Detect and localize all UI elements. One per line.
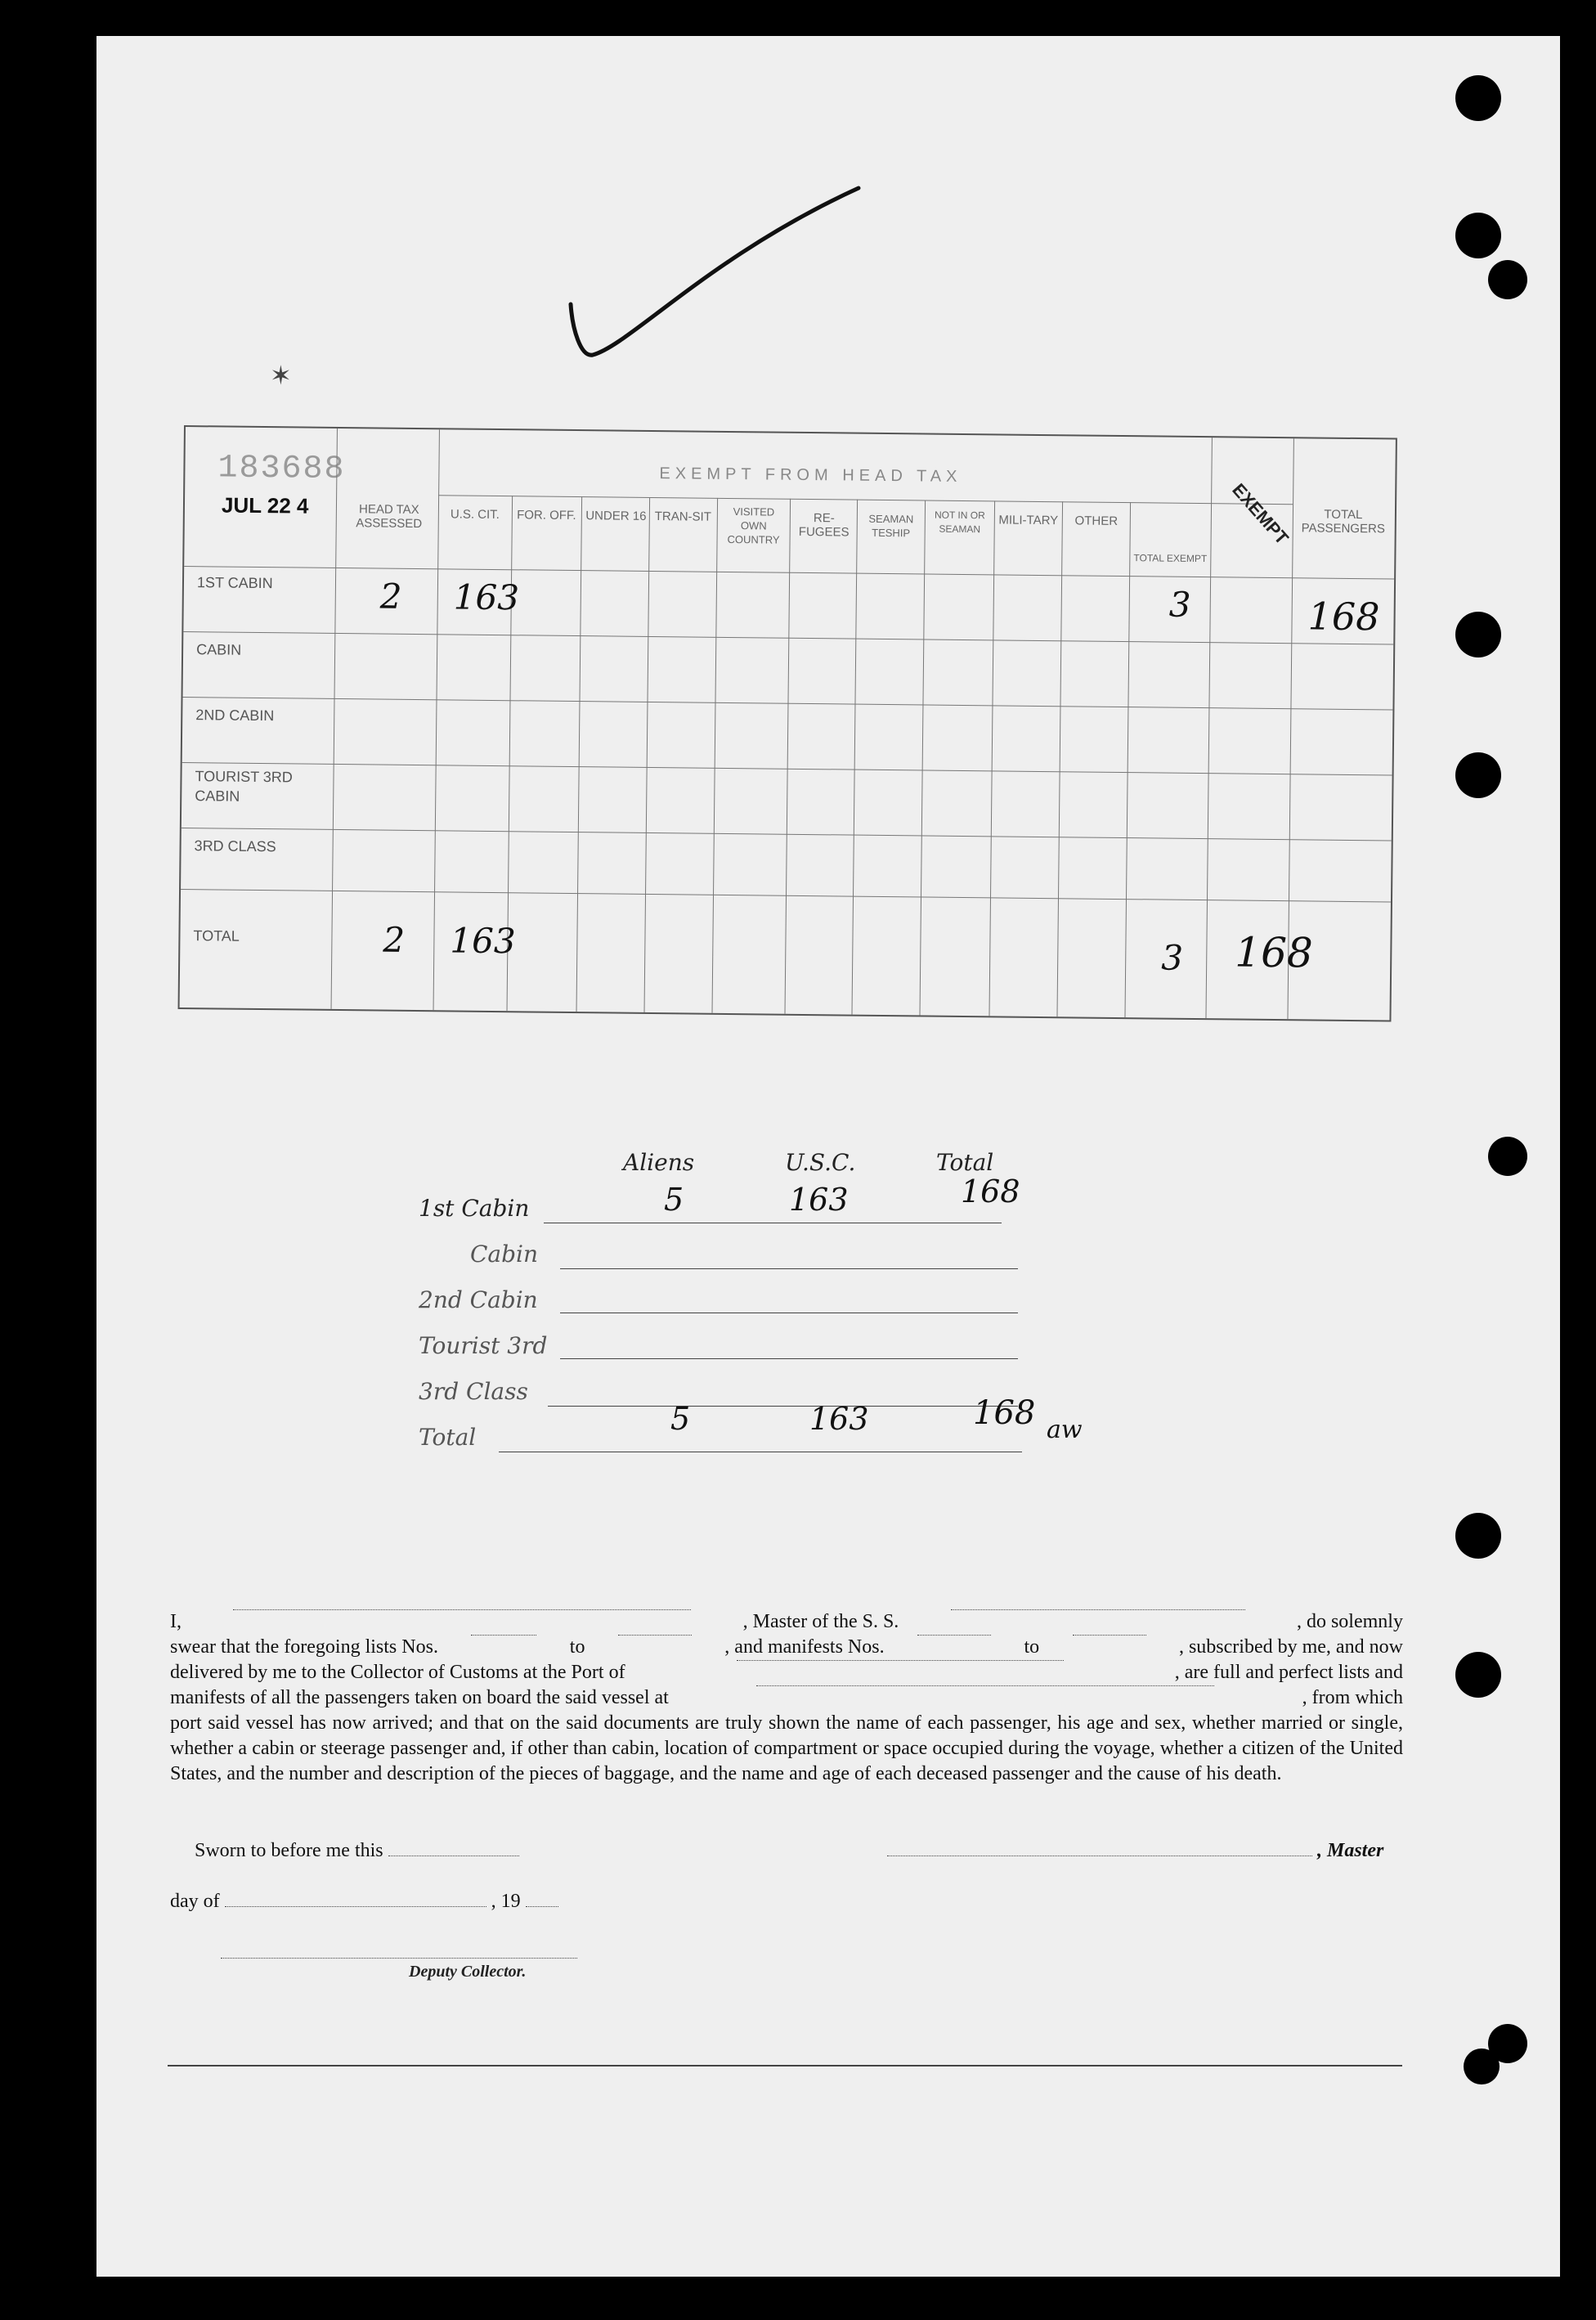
- head-tax-table: [178, 425, 1397, 1022]
- col-other: OTHER: [1074, 514, 1119, 528]
- punch-hole: [1455, 213, 1501, 258]
- oath-text: , and manifests Nos.: [724, 1636, 885, 1658]
- summary-1st-usc: 163: [789, 1182, 849, 1218]
- summary-1st-aliens: 5: [664, 1182, 684, 1218]
- check-mark-icon: [564, 182, 875, 370]
- col-us-cit: U.S. CIT.: [450, 507, 500, 523]
- summary-label: 1st Cabin: [419, 1195, 530, 1222]
- col-refugees: RE-FUGEES: [798, 511, 850, 540]
- total-total: 168: [1235, 928, 1314, 977]
- col-head-tax: HEAD TAX ASSESSED: [356, 502, 423, 532]
- summary-1st-total: 168: [961, 1173, 1020, 1209]
- day-line: [170, 1891, 558, 1913]
- total-head-tax: 2: [383, 919, 406, 960]
- punch-hole: [1488, 260, 1527, 299]
- summary-total-usc: 163: [809, 1401, 869, 1437]
- master-label: , Master: [1317, 1840, 1384, 1861]
- serial-number: 183688: [217, 450, 346, 489]
- col-transit: TRAN-SIT: [654, 509, 712, 524]
- col-total-exempt: TOTAL EXEMPT: [1133, 552, 1208, 565]
- summary-header-usc: U.S.C.: [785, 1149, 856, 1176]
- punch-hole: [1464, 2049, 1500, 2084]
- total-us-cit: 163: [450, 920, 516, 962]
- col-not-in: NOT IN OR SEAMAN: [934, 509, 985, 536]
- oath-text: to: [569, 1636, 585, 1658]
- exempt-banner: EXEMPT FROM HEAD TAX: [659, 464, 962, 486]
- summary-total-total: 168: [973, 1394, 1036, 1432]
- first-cabin-total: 168: [1307, 594, 1380, 639]
- col-for-off: FOR. OFF.: [517, 508, 576, 523]
- row-tourist: TOURIST 3RD CABIN: [195, 768, 293, 805]
- summary-initials: aw: [1047, 1416, 1083, 1444]
- oath-text: manifests of all the passengers taken on board the said vessel at: [170, 1687, 669, 1708]
- summary-label: 3rd Class: [419, 1378, 528, 1405]
- row-3rd-class: 3RD CLASS: [194, 837, 276, 855]
- col-seaman: SEAMAN TESHIP: [868, 512, 914, 540]
- master-oath: [170, 1609, 1403, 1787]
- summary-label: Tourist 3rd: [419, 1332, 548, 1359]
- first-cabin-head-tax: 2: [379, 576, 402, 617]
- punch-hole: [1455, 752, 1501, 798]
- exempt-handwritten: EXEMPT: [1228, 479, 1293, 549]
- first-cabin-us-cit: 163: [453, 577, 520, 618]
- oath-text: to: [1024, 1636, 1040, 1658]
- ink-mark: ✶: [270, 361, 292, 390]
- row-cabin: CABIN: [196, 641, 242, 658]
- day-of-label: day of: [170, 1891, 220, 1912]
- row-1st-cabin: 1ST CABIN: [196, 574, 273, 592]
- oath-text: , do solemnly: [1296, 1611, 1403, 1632]
- col-total-passengers: TOTAL PASSENGERS: [1301, 507, 1385, 536]
- oath-text: , Master of the S. S.: [742, 1611, 899, 1632]
- year-label: , 19: [491, 1891, 521, 1912]
- row-total: TOTAL: [193, 927, 240, 945]
- oath-text: , from which: [1302, 1687, 1403, 1708]
- footer-rule: [168, 2065, 1402, 2066]
- sworn-line: [195, 1840, 519, 1862]
- class-summary: [409, 1149, 1083, 1476]
- first-cabin-exempt: 3: [1168, 584, 1191, 625]
- date-stamp: JUL 22 4: [221, 492, 309, 518]
- total-exempt: 3: [1160, 937, 1184, 978]
- oath-text: I,: [170, 1611, 182, 1632]
- oath-text: , subscribed by me, and now: [1178, 1636, 1403, 1658]
- punch-hole: [1455, 1513, 1501, 1559]
- col-under-16: UNDER 16: [585, 509, 647, 523]
- summary-label: 2nd Cabin: [419, 1286, 538, 1313]
- col-military: MILI-TARY: [998, 513, 1059, 528]
- summary-header-total: Total: [936, 1149, 994, 1176]
- row-2nd-cabin: 2ND CABIN: [195, 707, 275, 725]
- punch-hole: [1455, 75, 1501, 121]
- deputy-collector-label: Deputy Collector.: [409, 1963, 527, 1981]
- punch-hole: [1455, 612, 1501, 657]
- col-visited: VISITED OWN COUNTRY: [727, 505, 780, 546]
- punch-hole: [1455, 1652, 1501, 1698]
- oath-text: swear that the foregoing lists Nos.: [170, 1636, 438, 1658]
- oath-text: delivered by me to the Collector of Customs at the Port of: [170, 1662, 625, 1683]
- punch-hole: [1488, 1137, 1527, 1176]
- summary-label: Total: [419, 1424, 477, 1451]
- summary-header-aliens: Aliens: [623, 1149, 695, 1176]
- oath-text: port said vessel has now arrived; and that on the said documents are truly shown the name of each passenger, his age and sex, whether married or single, whether a cabin or steerage passenger and, if other than cabin, location of compartment or space occupied during the voyage, whether a citizen of the United States, and the number and description of the pieces of baggage, and the name and age of each deceased passenger and the cause of his death.: [170, 1712, 1403, 1784]
- master-signature-line: [887, 1840, 1383, 1862]
- sworn-label: Sworn to before me this: [195, 1840, 383, 1861]
- summary-total-aliens: 5: [670, 1401, 691, 1437]
- oath-text: , are full and perfect lists and: [1174, 1662, 1403, 1683]
- summary-label: Cabin: [470, 1241, 539, 1268]
